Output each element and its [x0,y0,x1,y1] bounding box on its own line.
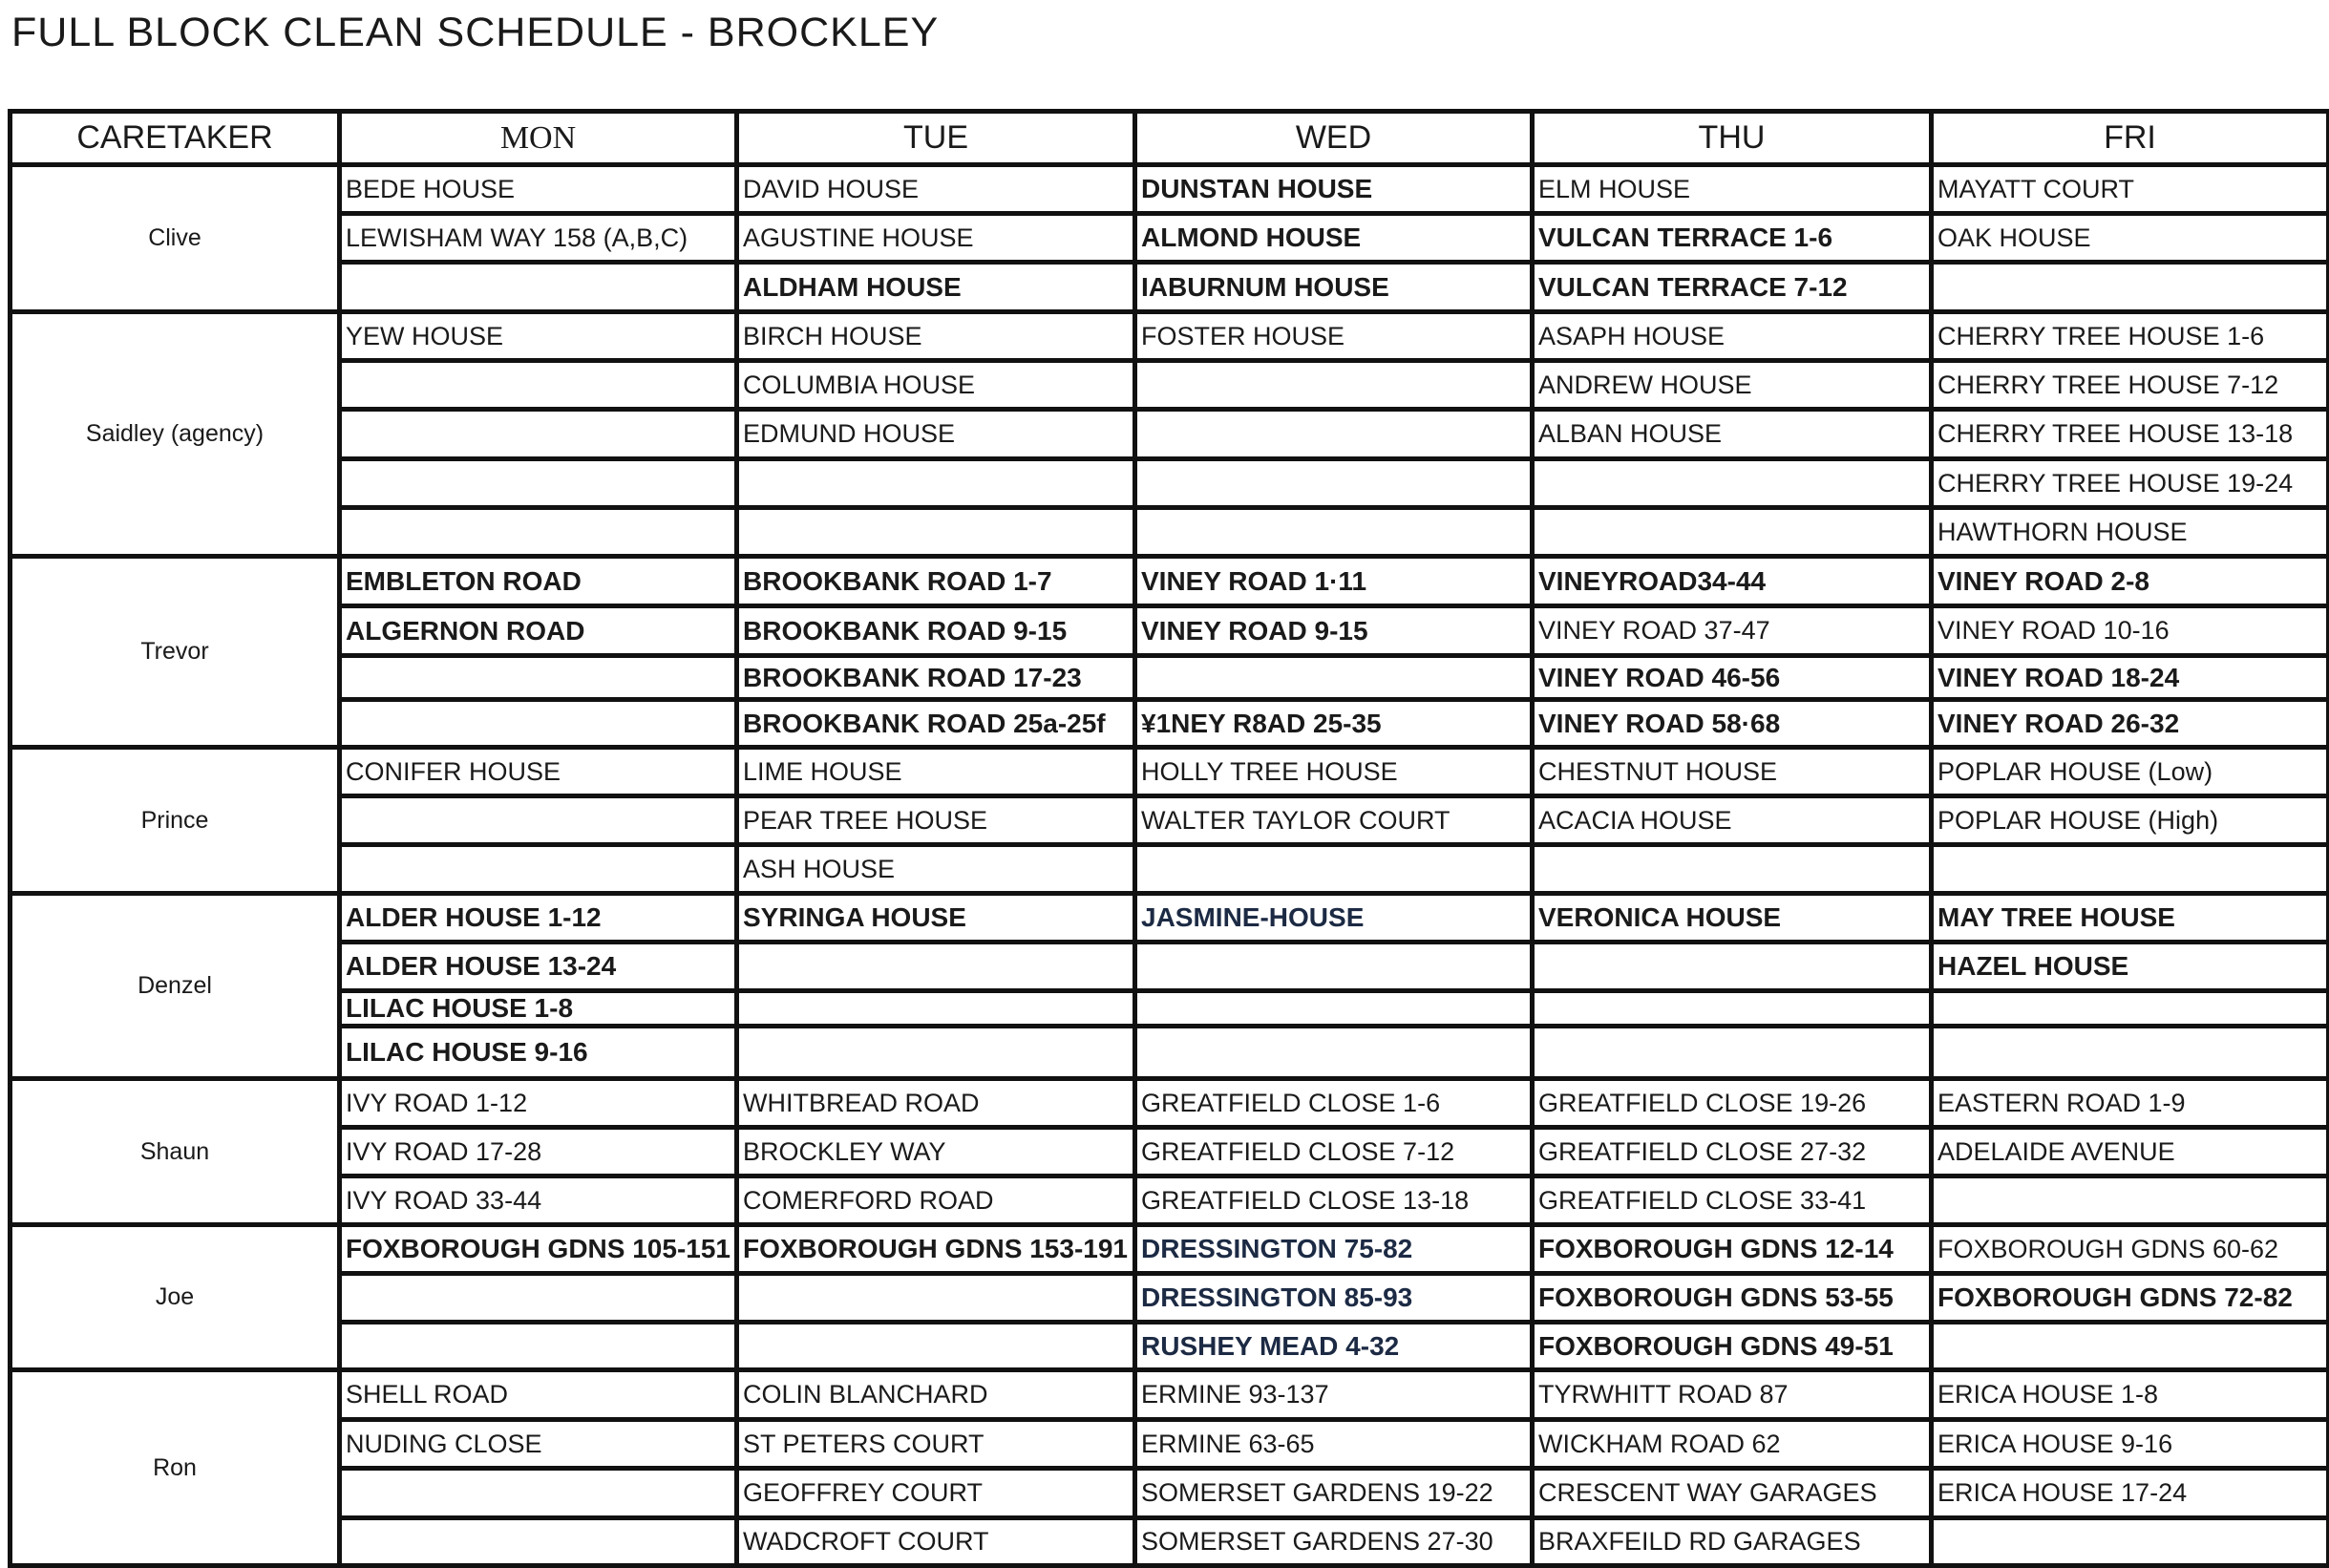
schedule-cell-tue: DAVID HOUSE [737,165,1135,214]
schedule-cell-mon [340,796,737,845]
schedule-cell-thu: BRAXFEILD RD GARAGES [1533,1518,1932,1566]
table-row [11,943,2329,991]
schedule-cell-fri [1932,991,2329,1027]
schedule-cell-tue: COLUMBIA HOUSE [737,361,1135,410]
caretaker-name: Trevor [11,557,340,748]
header-mon: MON [340,112,737,165]
schedule-cell-mon [340,1274,737,1323]
table-row [11,557,2329,606]
schedule-cell-thu: CHESTNUT HOUSE [1533,748,1932,796]
table-row [11,1323,2329,1370]
header-fri: FRI [1932,112,2329,165]
schedule-cell-wed: SOMERSET GARDENS 27-30 [1135,1518,1533,1566]
table-row [11,656,2329,700]
schedule-cell-mon [340,1518,737,1566]
schedule-cell-fri: MAYATT COURT [1932,165,2329,214]
schedule-cell-wed [1135,991,1533,1027]
table-row [11,361,2329,410]
schedule-cell-tue: ALDHAM HOUSE [737,263,1135,312]
schedule-cell-tue: BIRCH HOUSE [737,312,1135,361]
schedule-cell-thu: FOXBOROUGH GDNS 53-55 [1533,1274,1932,1323]
schedule-cell-wed: ERMINE 63-65 [1135,1420,1533,1469]
schedule-cell-wed: VINEY ROAD 1·11 [1135,557,1533,606]
schedule-cell-wed: VINEY ROAD 9-15 [1135,606,1533,656]
schedule-cell-tue [737,1274,1135,1323]
table-row [11,459,2329,508]
schedule-cell-fri [1932,1518,2329,1566]
schedule-cell-mon [340,459,737,508]
table-row [11,410,2329,459]
schedule-cell-mon [340,845,737,894]
schedule-cell-thu: ELM HOUSE [1533,165,1932,214]
schedule-cell-fri: HAZEL HOUSE [1932,943,2329,991]
schedule-cell-mon: EMBLETON ROAD [340,557,737,606]
schedule-cell-wed: RUSHEY MEAD 4-32 [1135,1323,1533,1370]
schedule-cell-fri: MAY TREE HOUSE [1932,894,2329,943]
schedule-cell-wed: HOLLY TREE HOUSE [1135,748,1533,796]
schedule-cell-tue: BROOKBANK ROAD 1-7 [737,557,1135,606]
schedule-cell-tue: EDMUND HOUSE [737,410,1135,459]
schedule-cell-mon: ALGERNON ROAD [340,606,737,656]
schedule-cell-fri [1932,1323,2329,1370]
schedule-cell-fri: OAK HOUSE [1932,214,2329,263]
caretaker-name: Saidley (agency) [11,312,340,557]
schedule-cell-wed [1135,845,1533,894]
schedule-cell-wed: ¥1NEY R8AD 25-35 [1135,700,1533,748]
schedule-cell-mon: LILAC HOUSE 1-8 [340,991,737,1027]
schedule-cell-fri: POPLAR HOUSE (High) [1932,796,2329,845]
schedule-cell-thu: GREATFIELD CLOSE 19-26 [1533,1079,1932,1128]
schedule-cell-tue: PEAR TREE HOUSE [737,796,1135,845]
caretaker-name: Clive [11,165,340,312]
schedule-cell-mon [340,508,737,557]
schedule-cell-tue: ST PETERS COURT [737,1420,1135,1469]
schedule-cell-thu [1533,991,1932,1027]
table-row [11,1518,2329,1566]
schedule-cell-fri: VINEY ROAD 18-24 [1932,656,2329,700]
schedule-cell-fri: POPLAR HOUSE (Low) [1932,748,2329,796]
caretaker-name: Ron [11,1370,340,1566]
table-row [11,312,2329,361]
header-caretaker: CARETAKER [11,112,340,165]
table-row [11,606,2329,656]
schedule-cell-tue [737,991,1135,1027]
schedule-cell-mon [340,656,737,700]
schedule-cell-thu: TYRWHITT ROAD 87 [1533,1370,1932,1420]
table-row [11,165,2329,214]
schedule-cell-fri [1932,1027,2329,1079]
header-row [11,112,2329,165]
schedule-cell-mon [340,1469,737,1518]
schedule-cell-fri: CHERRY TREE HOUSE 19-24 [1932,459,2329,508]
schedule-cell-tue [737,459,1135,508]
schedule-cell-mon: YEW HOUSE [340,312,737,361]
schedule-cell-fri [1932,263,2329,312]
schedule-cell-mon: LILAC HOUSE 9-16 [340,1027,737,1079]
table-row [11,1225,2329,1274]
schedule-cell-tue: ASH HOUSE [737,845,1135,894]
table-row [11,796,2329,845]
schedule-cell-mon: SHELL ROAD [340,1370,737,1420]
schedule-cell-mon: IVY ROAD 33-44 [340,1176,737,1225]
schedule-cell-mon [340,700,737,748]
schedule-cell-fri: ERICA HOUSE 1-8 [1932,1370,2329,1420]
schedule-cell-tue: GEOFFREY COURT [737,1469,1135,1518]
schedule-cell-tue: FOXBOROUGH GDNS 153-191 [737,1225,1135,1274]
caretaker-name: Joe [11,1225,340,1370]
schedule-cell-tue: WHITBREAD ROAD [737,1079,1135,1128]
schedule-cell-thu: VINEY ROAD 37-47 [1533,606,1932,656]
schedule-cell-wed: ERMINE 93-137 [1135,1370,1533,1420]
schedule-cell-wed: SOMERSET GARDENS 19-22 [1135,1469,1533,1518]
schedule-cell-thu: FOXBOROUGH GDNS 49-51 [1533,1323,1932,1370]
schedule-cell-wed: IABURNUM HOUSE [1135,263,1533,312]
schedule-cell-thu: GREATFIELD CLOSE 33-41 [1533,1176,1932,1225]
table-row [11,508,2329,557]
table-row [11,845,2329,894]
schedule-cell-tue: BROCKLEY WAY [737,1128,1135,1176]
schedule-cell-fri: VINEY ROAD 2-8 [1932,557,2329,606]
schedule-cell-thu [1533,508,1932,557]
schedule-cell-thu [1533,459,1932,508]
schedule-cell-fri: VINEY ROAD 10-16 [1932,606,2329,656]
schedule-cell-fri: HAWTHORN HOUSE [1932,508,2329,557]
schedule-cell-thu [1533,845,1932,894]
schedule-cell-mon: ALDER HOUSE 13-24 [340,943,737,991]
table-row [11,748,2329,796]
schedule-cell-thu: WICKHAM ROAD 62 [1533,1420,1932,1469]
schedule-cell-wed [1135,656,1533,700]
schedule-cell-fri: ADELAIDE AVENUE [1932,1128,2329,1176]
schedule-cell-wed: JASMINE-HOUSE [1135,894,1533,943]
schedule-body [11,165,2329,1566]
schedule-cell-mon [340,410,737,459]
schedule-cell-thu [1533,1027,1932,1079]
schedule-cell-thu: ACACIA HOUSE [1533,796,1932,845]
schedule-cell-mon: LEWISHAM WAY 158 (A,B,C) [340,214,737,263]
schedule-cell-thu [1533,943,1932,991]
schedule-cell-fri: ERICA HOUSE 9-16 [1932,1420,2329,1469]
page-title: FULL BLOCK CLEAN SCHEDULE - BROCKLEY [11,10,940,55]
schedule-cell-mon: ALDER HOUSE 1-12 [340,894,737,943]
schedule-cell-wed [1135,943,1533,991]
schedule-cell-wed: GREATFIELD CLOSE 13-18 [1135,1176,1533,1225]
schedule-cell-fri: VINEY ROAD 26-32 [1932,700,2329,748]
schedule-cell-wed: DRESSINGTON 85-93 [1135,1274,1533,1323]
schedule-cell-tue: BROOKBANK ROAD 25a-25f [737,700,1135,748]
schedule-cell-thu: VINEY ROAD 58·68 [1533,700,1932,748]
schedule-cell-fri: ERICA HOUSE 17-24 [1932,1469,2329,1518]
schedule-cell-mon: CONIFER HOUSE [340,748,737,796]
table-row [11,1079,2329,1128]
table-row [11,1469,2329,1518]
schedule-table [8,109,2329,1568]
schedule-cell-fri: FOXBOROUGH GDNS 60-62 [1932,1225,2329,1274]
schedule-cell-tue: AGUSTINE HOUSE [737,214,1135,263]
schedule-cell-wed: ALMOND HOUSE [1135,214,1533,263]
schedule-cell-wed [1135,410,1533,459]
table-row [11,1027,2329,1079]
table-row [11,1176,2329,1225]
schedule-cell-tue: WADCROFT COURT [737,1518,1135,1566]
schedule-cell-thu: VINEY ROAD 46-56 [1533,656,1932,700]
schedule-cell-thu: GREATFIELD CLOSE 27-32 [1533,1128,1932,1176]
schedule-cell-mon: NUDING CLOSE [340,1420,737,1469]
schedule-cell-tue [737,1027,1135,1079]
schedule-cell-thu: FOXBOROUGH GDNS 12-14 [1533,1225,1932,1274]
schedule-cell-wed [1135,361,1533,410]
header-wed: WED [1135,112,1533,165]
schedule-cell-fri: CHERRY TREE HOUSE 7-12 [1932,361,2329,410]
table-row [11,991,2329,1027]
schedule-cell-mon: FOXBOROUGH GDNS 105-151 [340,1225,737,1274]
schedule-cell-fri: CHERRY TREE HOUSE 13-18 [1932,410,2329,459]
schedule-cell-tue: COLIN BLANCHARD [737,1370,1135,1420]
schedule-cell-tue [737,943,1135,991]
schedule-cell-mon: IVY ROAD 1-12 [340,1079,737,1128]
header-tue: TUE [737,112,1135,165]
schedule-cell-tue: BROOKBANK ROAD 9-15 [737,606,1135,656]
schedule-cell-tue: BROOKBANK ROAD 17-23 [737,656,1135,700]
schedule-cell-fri [1932,845,2329,894]
schedule-cell-wed: WALTER TAYLOR COURT [1135,796,1533,845]
schedule-cell-tue [737,1323,1135,1370]
schedule-cell-mon: BEDE HOUSE [340,165,737,214]
schedule-cell-wed: FOSTER HOUSE [1135,312,1533,361]
schedule-cell-thu: ASAPH HOUSE [1533,312,1932,361]
schedule-cell-wed: GREATFIELD CLOSE 1-6 [1135,1079,1533,1128]
schedule-cell-fri: CHERRY TREE HOUSE 1-6 [1932,312,2329,361]
schedule-cell-mon [340,263,737,312]
table-row [11,1274,2329,1323]
caretaker-name: Prince [11,748,340,894]
schedule-cell-thu: VERONICA HOUSE [1533,894,1932,943]
schedule-cell-thu: VULCAN TERRACE 1-6 [1533,214,1932,263]
schedule-cell-wed [1135,1027,1533,1079]
caretaker-name: Denzel [11,894,340,1079]
schedule-cell-mon [340,361,737,410]
schedule-cell-tue: SYRINGA HOUSE [737,894,1135,943]
schedule-cell-thu: ALBAN HOUSE [1533,410,1932,459]
schedule-cell-thu: CRESCENT WAY GARAGES [1533,1469,1932,1518]
schedule-cell-tue: LIME HOUSE [737,748,1135,796]
schedule-cell-wed: DRESSINGTON 75-82 [1135,1225,1533,1274]
schedule-cell-thu: VULCAN TERRACE 7-12 [1533,263,1932,312]
schedule-cell-tue: COMERFORD ROAD [737,1176,1135,1225]
caretaker-name: Shaun [11,1079,340,1225]
table-row [11,1370,2329,1420]
table-row [11,1420,2329,1469]
schedule-cell-thu: ANDREW HOUSE [1533,361,1932,410]
schedule-cell-fri [1932,1176,2329,1225]
schedule-cell-thu: VINEYROAD34-44 [1533,557,1932,606]
schedule-cell-mon: IVY ROAD 17-28 [340,1128,737,1176]
schedule-cell-wed: GREATFIELD CLOSE 7-12 [1135,1128,1533,1176]
table-row [11,214,2329,263]
table-row [11,894,2329,943]
table-row [11,700,2329,748]
schedule-cell-wed [1135,459,1533,508]
schedule-cell-fri: FOXBOROUGH GDNS 72-82 [1932,1274,2329,1323]
schedule-cell-wed [1135,508,1533,557]
header-thu: THU [1533,112,1932,165]
schedule-cell-mon [340,1323,737,1370]
table-row [11,263,2329,312]
table-row [11,1128,2329,1176]
schedule-cell-fri: EASTERN ROAD 1-9 [1932,1079,2329,1128]
schedule-cell-tue [737,508,1135,557]
schedule-cell-wed: DUNSTAN HOUSE [1135,165,1533,214]
